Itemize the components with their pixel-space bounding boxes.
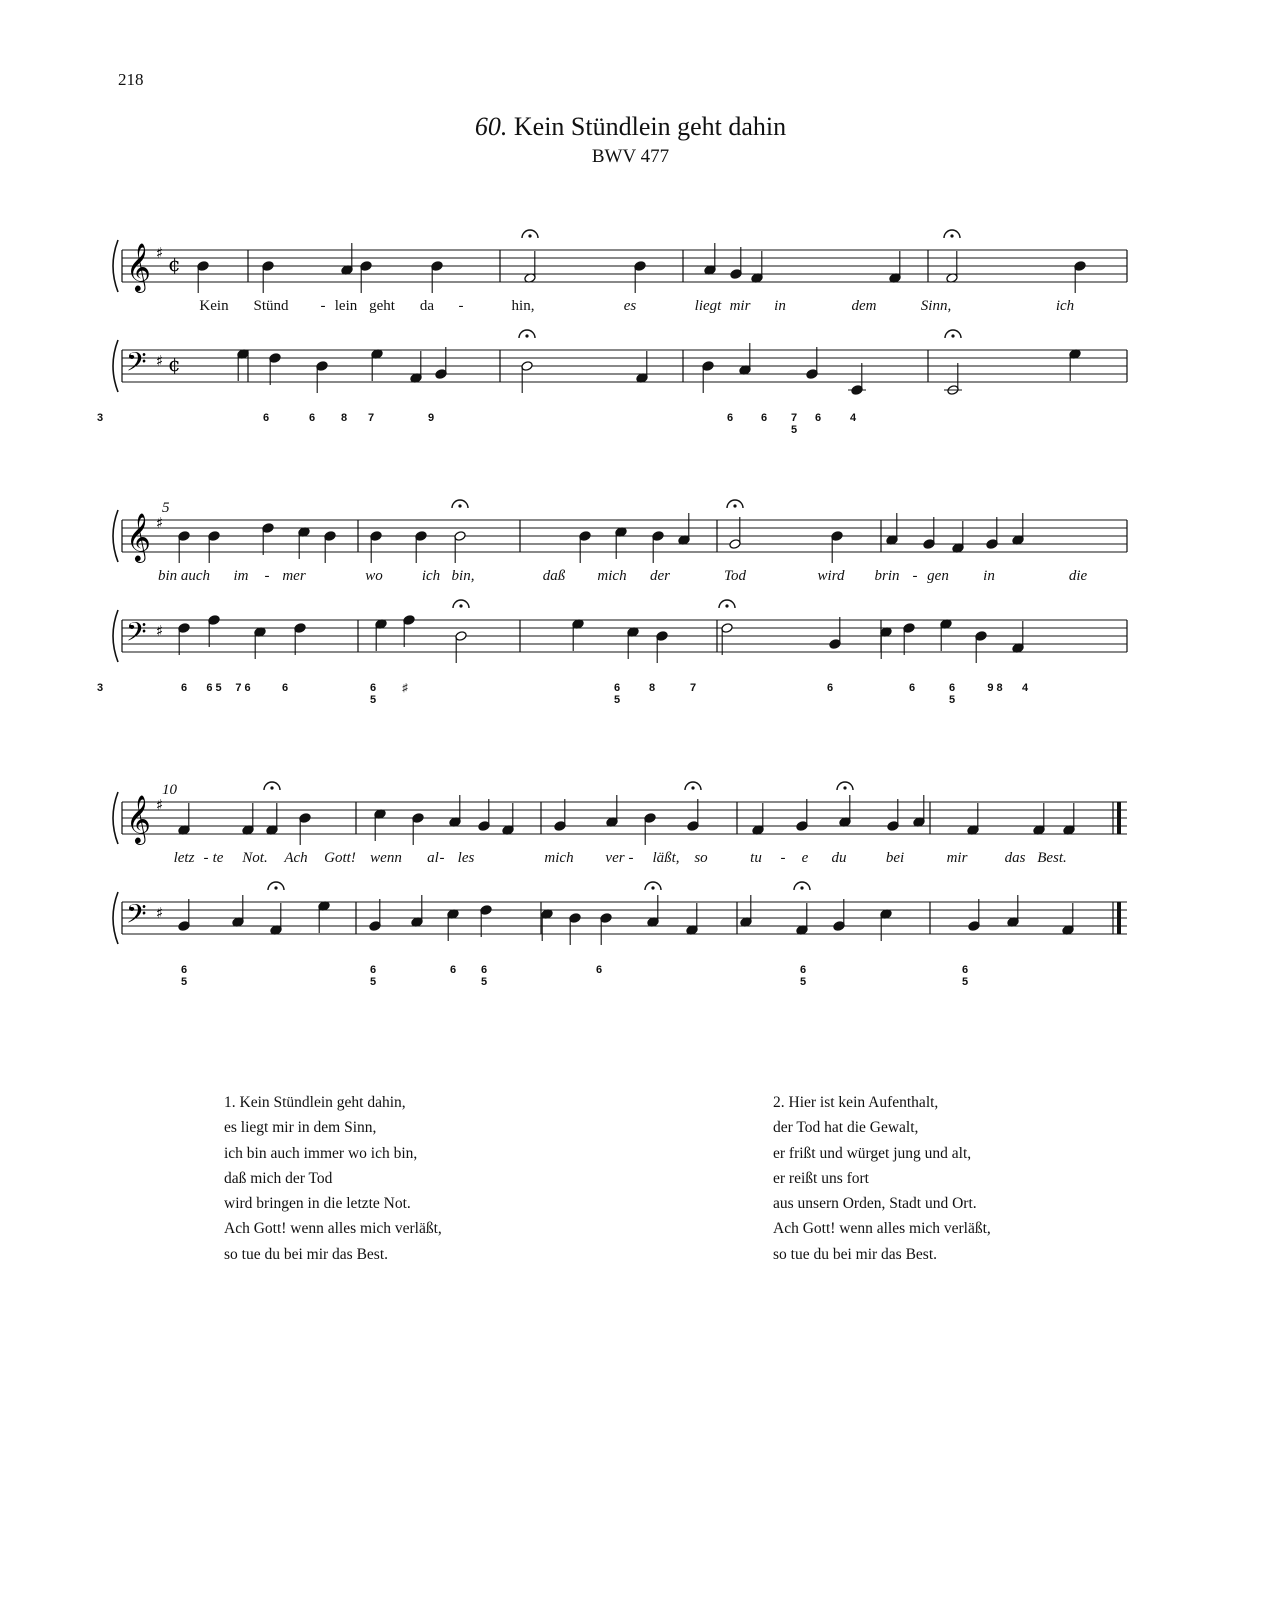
fermata-dot (525, 334, 528, 337)
verse-1 (224, 1090, 442, 1267)
bass-clef-icon: 𝄢 (126, 616, 147, 654)
fermata-dot (691, 786, 694, 789)
figured-bass-figure: 6 (308, 412, 316, 424)
lyric-syllable: Gott! (324, 850, 356, 866)
figured-bass-figure: 6 5 (948, 682, 956, 706)
figured-bass-figure: 6 5 (206, 682, 222, 694)
fermata-dot (528, 234, 531, 237)
figured-bass-figure: 7 5 (790, 412, 798, 436)
lyric-syllable: geht (369, 298, 395, 314)
page-number: 218 (118, 70, 144, 89)
figured-bass-figure: 6 5 (480, 964, 488, 988)
figured-bass-figure: 3 (96, 682, 104, 694)
fermata-dot (843, 786, 846, 789)
lyric-syllable: in (983, 568, 995, 584)
measure-number: 10 (162, 782, 177, 798)
lyric-syllable: im (233, 568, 249, 584)
lyric-syllable: lein (334, 298, 358, 314)
fermata-dot (733, 504, 736, 507)
lyric-syllable: e (801, 850, 809, 866)
figured-bass-figure: 6 (281, 682, 289, 694)
verse-2 (773, 1090, 991, 1267)
fermata-dot (725, 604, 728, 607)
figured-bass-figure: 8 (340, 412, 348, 424)
lyric-syllable: wo (365, 568, 383, 584)
figured-bass-figure: ♯ (402, 682, 408, 694)
fermata-dot (459, 604, 462, 607)
lyric-syllable: ver (605, 850, 625, 866)
verse-line: Ach Gott! wenn alles mich verläßt, (224, 1220, 442, 1238)
lyric-syllable: du (831, 850, 847, 866)
sharp-icon: ♯ (156, 352, 164, 370)
fermata-dot (270, 786, 273, 789)
figured-bass-figure: 7 (367, 412, 375, 424)
lyric-syllable: - (264, 568, 270, 584)
staff-graphics (100, 230, 1140, 450)
lyric-syllable: - (439, 850, 445, 866)
figured-bass-figure: 6 5 (613, 682, 621, 706)
lyric-syllable: Kein (199, 298, 229, 314)
piece-title (0, 112, 1261, 142)
lyric-syllable: les (457, 850, 475, 866)
figured-bass-figure: 6 (908, 682, 916, 694)
staff-bracket (113, 240, 118, 292)
figured-bass-figure: 6 5 (180, 964, 188, 988)
figured-bass-figure: 6 (262, 412, 270, 424)
fermata-dot (651, 886, 654, 889)
lyric-syllable: te (212, 850, 224, 866)
lyric-syllable: bin, (451, 568, 475, 584)
figured-bass-figure: 8 (648, 682, 656, 694)
lyric-syllable: mich (544, 850, 574, 866)
staff-bracket (113, 792, 118, 844)
figured-bass-figure: 6 (726, 412, 734, 424)
lyric-syllable: die (1068, 568, 1088, 584)
lyric-syllable: letz (173, 850, 195, 866)
lyric-syllable: bei (885, 850, 905, 866)
fermata-dot (800, 886, 803, 889)
lyric-syllable: so (694, 850, 708, 866)
verse-line: es liegt mir in dem Sinn, (224, 1119, 377, 1137)
staff-bracket (113, 892, 118, 944)
verse-line: daß mich der Tod (224, 1169, 333, 1187)
measure-number: 5 (162, 500, 170, 516)
lyric-syllable: bin auch (157, 568, 211, 584)
lyric-syllable: ich (1055, 298, 1075, 314)
lyric-syllable: tu (750, 850, 762, 866)
catalog-number: BWV 477 (591, 146, 670, 167)
lyric-syllable: daß (542, 568, 566, 584)
lyric-syllable: Tod (724, 568, 746, 584)
figured-bass-figure: 9 (427, 412, 435, 424)
figured-bass-figure: 9 8 (987, 682, 1003, 694)
lyric-syllable: Best. (1037, 850, 1067, 866)
lyric-syllable: Sinn, (920, 298, 952, 314)
figured-bass-figure: 6 (814, 412, 822, 424)
treble-clef-icon: 𝄞 (126, 242, 151, 291)
lyric-syllable: mer (282, 568, 306, 584)
lyric-syllable: mich (597, 568, 627, 584)
cut-time-icon: ¢ (168, 352, 181, 376)
lyric-syllable: - (320, 298, 326, 314)
fermata-dot (458, 504, 461, 507)
lyric-syllable: mir (729, 298, 751, 314)
verse-line: er reißt uns fort (773, 1169, 869, 1187)
figured-bass-figure: 6 5 (369, 964, 377, 988)
verse-line: 1. Kein Stündlein geht dahin, (224, 1094, 406, 1111)
lyric-syllable: brin (874, 568, 900, 584)
lyric-syllable: da (419, 298, 435, 314)
lyric-syllable: das (1004, 850, 1026, 866)
bass-clef-icon: 𝄢 (126, 346, 147, 384)
fermata-dot (951, 334, 954, 337)
sharp-icon: ♯ (156, 514, 164, 532)
fermata-dot (274, 886, 277, 889)
figured-bass-figure: 7 6 (235, 682, 251, 694)
lyric-syllable: in (774, 298, 786, 314)
piece-number: 60. (474, 112, 508, 141)
lyric-syllable: Not. (242, 850, 268, 866)
figured-bass-figure: 6 (826, 682, 834, 694)
lyric-syllable: gen (927, 568, 949, 584)
lyric-syllable: läßt, (652, 850, 680, 866)
sharp-icon: ♯ (156, 904, 164, 922)
lyric-syllable: - (780, 850, 786, 866)
final-barline (1117, 902, 1121, 934)
treble-clef-icon: 𝄞 (126, 794, 151, 843)
staff-bracket (113, 510, 118, 562)
figured-bass-figure: 6 (449, 964, 457, 976)
verse-line: wird bringen in die letzte Not. (224, 1195, 411, 1213)
lyric-syllable: Stünd (253, 298, 289, 314)
lyric-syllable: es (623, 298, 637, 314)
staff-graphics (100, 782, 1140, 1002)
figured-bass-figure: 6 (180, 682, 188, 694)
lyric-syllable: mir (946, 850, 968, 866)
lyric-syllable: hin, (511, 298, 535, 314)
fermata-dot (950, 234, 953, 237)
figured-bass-figure: 6 (760, 412, 768, 424)
verse-line: so tue du bei mir das Best. (224, 1245, 389, 1263)
staff-bracket (113, 340, 118, 392)
lyric-syllable: dem (851, 298, 877, 314)
lyric-syllable: wenn (370, 850, 402, 866)
lyric-syllable: al (427, 850, 439, 866)
figured-bass-figure: 6 (595, 964, 603, 976)
verse-line: 2. Hier ist kein Aufenthalt, (773, 1094, 939, 1111)
music-system-3 (100, 782, 1140, 1002)
staff-bracket (113, 610, 118, 662)
bass-clef-icon: 𝄢 (126, 898, 147, 936)
lyric-syllable: - (912, 568, 918, 584)
lyric-syllable: liegt (694, 298, 722, 314)
figured-bass-figure: 7 (689, 682, 697, 694)
lyric-syllable: der (650, 568, 670, 584)
sharp-icon: ♯ (156, 796, 164, 814)
treble-clef-icon: 𝄞 (126, 512, 151, 561)
sharp-icon: ♯ (156, 622, 164, 640)
verse-line: der Tod hat die Gewalt, (773, 1119, 919, 1137)
figured-bass-figure: 6 5 (799, 964, 807, 988)
figured-bass-figure: 4 (1021, 682, 1029, 694)
piece-title-text: Kein Stündlein geht dahin (513, 112, 787, 141)
sharp-icon: ♯ (156, 244, 164, 262)
figured-bass-figure: 4 (849, 412, 857, 424)
verse-line: ich bin auch immer wo ich bin, (224, 1144, 418, 1162)
verse-line: Ach Gott! wenn alles mich verläßt, (773, 1220, 991, 1238)
lyric-syllable: - (203, 850, 209, 866)
cut-time-icon: ¢ (168, 252, 181, 276)
music-system-2 (96, 500, 1140, 720)
figured-bass-figure: 6 5 (369, 682, 377, 706)
lyric-syllable: wird (817, 568, 845, 584)
verse-line: so tue du bei mir das Best. (773, 1245, 938, 1263)
lyric-syllable: Ach (284, 850, 308, 866)
lyric-syllable: - (458, 298, 464, 314)
final-barline (1117, 802, 1121, 834)
lyric-syllable: - (628, 850, 634, 866)
lyric-syllable: ich (421, 568, 441, 584)
figured-bass-figure: 3 (96, 412, 104, 424)
verse-line: aus unsern Orden, Stadt und Ort. (773, 1195, 977, 1213)
music-system-1 (96, 230, 1140, 450)
verse-line: er frißt und würget jung und alt, (773, 1144, 972, 1162)
figured-bass-figure: 6 5 (961, 964, 969, 988)
